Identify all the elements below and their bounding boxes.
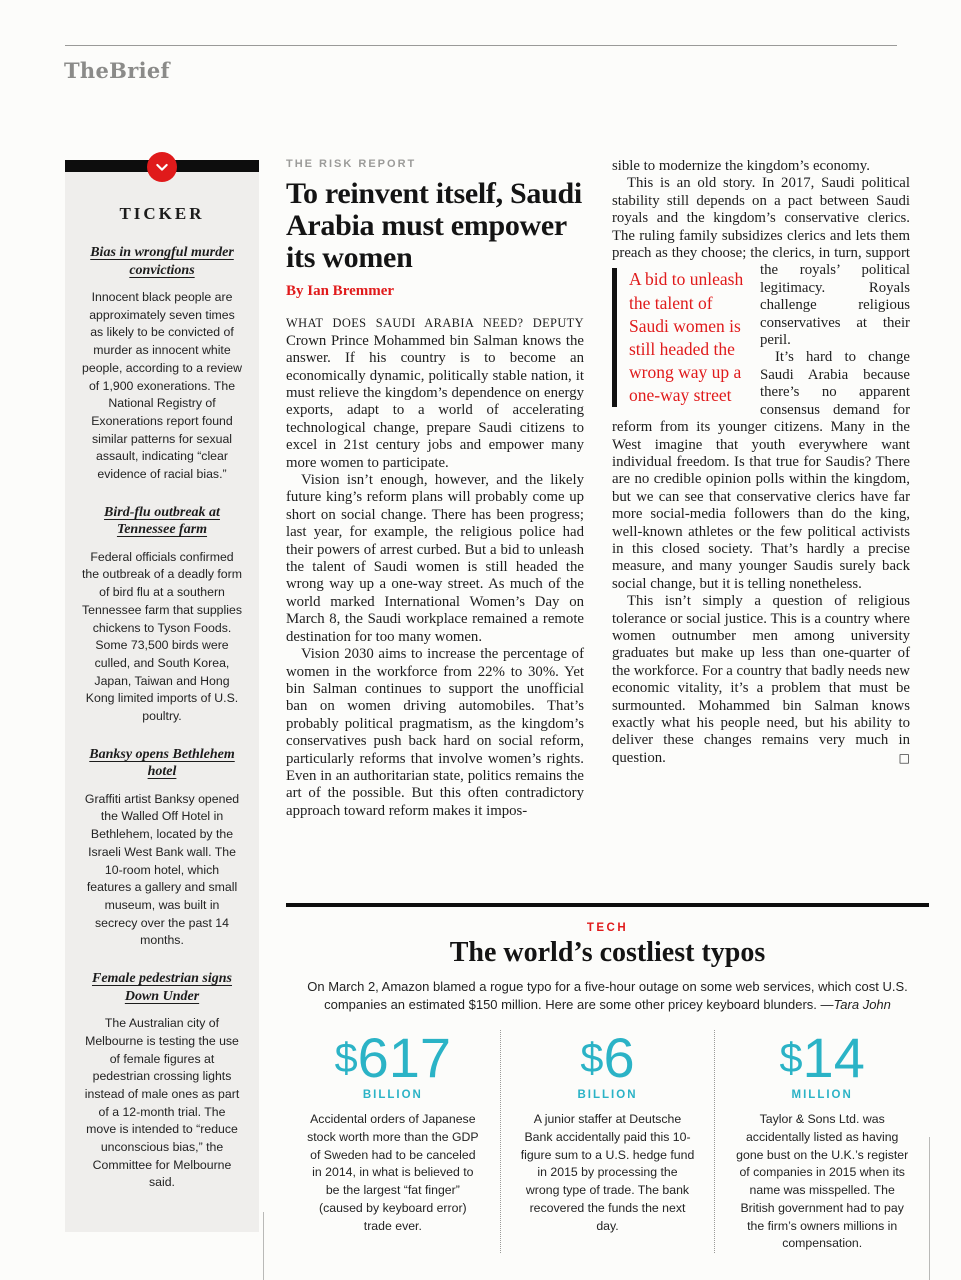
chevron-down-icon (147, 152, 177, 182)
article-paragraph: It’s hard to change Saudi Arabia because there’s no apparent consensus demand for reform from its younger citizens. Many in the West imagine that youth everywhere want individual freedom. Is that true for Saudis? There are no credible opinion polls within the kingdom, but we can see that conservative clerics have far more social-media followers than do the king, well-known athletes or the few political activists in this closed society. That’s hardly a precise measure, and many younger Saudis surely back social change, but it is telling nonetheless. (612, 349, 910, 592)
tech-section (286, 903, 929, 1253)
article-paragraph: Vision isn’t enough, however, and the likely future king’s reform plans will probably come up short on social change. There has been progress; last year, for example, the religious police had their powers of arrest curbed. But a bid to unleash the talent of Saudi women is still headed the wrong way up a one-way street. As much of the world marked International Women’s Day on March 8, the Saudi workplace remained a remote destination for too many women. (286, 472, 584, 645)
amount-value: 14 (802, 1026, 865, 1090)
ticker-item-heading: Female pedestrian signs Down Under (91, 971, 232, 1004)
tech-item (500, 1026, 715, 1253)
ticker-item (82, 746, 242, 950)
tech-intro-text: On March 2, Amazon blamed a rogue typo for a five-hour outage on some web services, which cost U.S. companies an estimated $150 million. Here are some other pricey keyboard blunders. (307, 979, 908, 1013)
tech-item-body: A junior staffer at Deutsche Bank accidentally paid this 10-figure sum to a U.S. hedge fund in 2015 by processing the wrong type of trade. The bank recovered the funds the next day. (520, 1112, 695, 1233)
ticker-item (82, 504, 242, 726)
article-paragraph: Vision 2030 aims to increase the percentage of women in the workforce from 22% to 30%. Yet bin Salman continues to support the unofficial ban on women driving automobiles. That’s probably political pragmatism, as the kingdom’s conservatives push back hard on social reform, particularly reforms that involve women’s rights. Even in an authoritarian state, politics remains the art of the possible. But this often contradictory approach toward reform makes it impos- (286, 646, 584, 819)
ticker-sidebar (65, 160, 259, 1232)
currency-symbol: $ (779, 1034, 803, 1082)
amount-value: 617 (357, 1026, 452, 1090)
tech-amount (521, 1026, 695, 1090)
tech-item (286, 1026, 500, 1253)
ticker-item-body: Federal officials confirmed the outbreak of a deadly form of bird flu at a southern Tennessee farm that supplies chickens to Tyson Foods. Some 73,500 birds were culled, and South Korea, Japan, Taiwan and Hong Kong limited imports of U.S. poultry. (82, 549, 242, 724)
article-kicker: THE RISK REPORT (286, 158, 417, 170)
article-column-1 (286, 158, 584, 820)
article-byline: By Ian Bremmer (286, 283, 395, 300)
lead-in-smallcaps: WHAT DOES SAUDI ARABIA NEED? DEPUTY (286, 316, 584, 331)
currency-symbol: $ (580, 1034, 604, 1082)
tech-kicker: TECH (586, 922, 629, 934)
header-rule (65, 45, 897, 46)
ticker-item (82, 244, 242, 484)
tech-amount-unit: BILLION (577, 1089, 638, 1102)
paragraph-text: This isn’t simply a question of religious tolerance or social justice. This is a country where women outnumber men among university graduates but make up less than one-quarter of the workforce. For a country that badly needs new economic vitality, it’s a problem that must be surmounted. Mohammed bin Salman knows exactly what his people need, but his ability to deliver these changes remains very much in question. (612, 593, 910, 766)
tech-item (714, 1026, 929, 1253)
article-paragraph (612, 593, 910, 767)
ticker-item-body: The Australian city of Melbourne is testing the use of female figures at pedestrian crossing lights instead of male ones as part of a 12-month trial. The move is intended to “reduce unconscious bias,” the Committee for Melbourne said. (84, 1016, 240, 1190)
article-headline: To reinvent itself, Saudi Arabia must empower its women (286, 177, 582, 274)
tech-amount-unit: BILLION (362, 1089, 423, 1102)
article-column-2 (612, 158, 910, 820)
currency-symbol: $ (334, 1034, 358, 1082)
ticker-item-body: Innocent black people are approximately seven times as likely to be convicted of murder as innocent white people, according to a review of 1,900 exonerations. The National Registry of Exonerations report found similar patterns for sexual assault, indicating “clear evidence of racial bias.” (82, 290, 242, 482)
article-paragraph (612, 175, 910, 405)
tech-item-body: Accidental orders of Japanese stock worth more than the GDP of Sweden had to be canceled in 2014, in what is believed to be the largest “fat finger” (caused by keyboard error) trade ever. (307, 1112, 479, 1233)
page-rule-right (929, 1137, 930, 1280)
tech-section-rule (286, 903, 929, 907)
page-rule-left (263, 1212, 264, 1280)
risk-report-article (286, 158, 910, 820)
ticker-item-heading: Banksy opens Bethlehem hotel (89, 746, 235, 780)
paragraph-text: This is an old story. In 2017, Saudi political stability still depends on a pact between Saudi royals and the kingdom’s conservative clerics. The ruling family subsidizes clerics and lets them preach as they choose; the clerics, in turn, support the royals’ political (612, 175, 910, 279)
tech-amount (306, 1026, 480, 1090)
ticker-item-body: Graffiti artist Banksy opened the Walled Off Hotel in Bethlehem, located by the Israeli West Bank wall. The 10-room hotel, which features a gallery and small museum, was built in secrecy over the past 14 months. (84, 791, 240, 948)
pull-quote: A bid to unleash the talent of Saudi women is still headed the wrong way up a one-way street (612, 268, 746, 407)
tech-byline: —Tara John (820, 997, 891, 1013)
ticker-title: TICKER (119, 204, 205, 223)
tech-intro (298, 978, 918, 1014)
article-paragraph (286, 315, 584, 472)
end-of-article-mark: □ (898, 750, 910, 765)
ticker-item (82, 970, 242, 1192)
paragraph-text: Crown Prince Mohammed bin Salman knows the answer. If his country is to become an economically dynamic, politically stable nation, it must relieve the kingdom’s dependence on energy exports, adapt to a world of accelerating technological change, prepare Saudi citizens to excel in 21st century jobs and empower many more women to participate. (286, 332, 584, 471)
ticker-item-heading: Bird-flu outbreak at Tennessee farm (104, 504, 220, 538)
tech-amount (735, 1026, 909, 1090)
section-label: TheBrief (64, 58, 170, 83)
tech-item-body: Taylor & Sons Ltd. was accidentally listed as having gone bust on the U.K.’s register of companies in 2015 when its name was misspelled. The British government had to pay the firm’s owners millions in compensation. (736, 1112, 909, 1251)
amount-value: 6 (603, 1026, 635, 1090)
tech-headline: The world’s costliest typos (449, 937, 766, 968)
paragraph-text: legitimacy. Royals challenge religious conservatives at their peril. (760, 279, 910, 349)
tech-columns (286, 1026, 929, 1253)
tech-amount-unit: MILLION (791, 1089, 853, 1102)
ticker-item-heading: Bias in wrongful murder convictions (90, 245, 234, 278)
article-paragraph: sible to modernize the kingdom’s economy. (612, 158, 870, 174)
